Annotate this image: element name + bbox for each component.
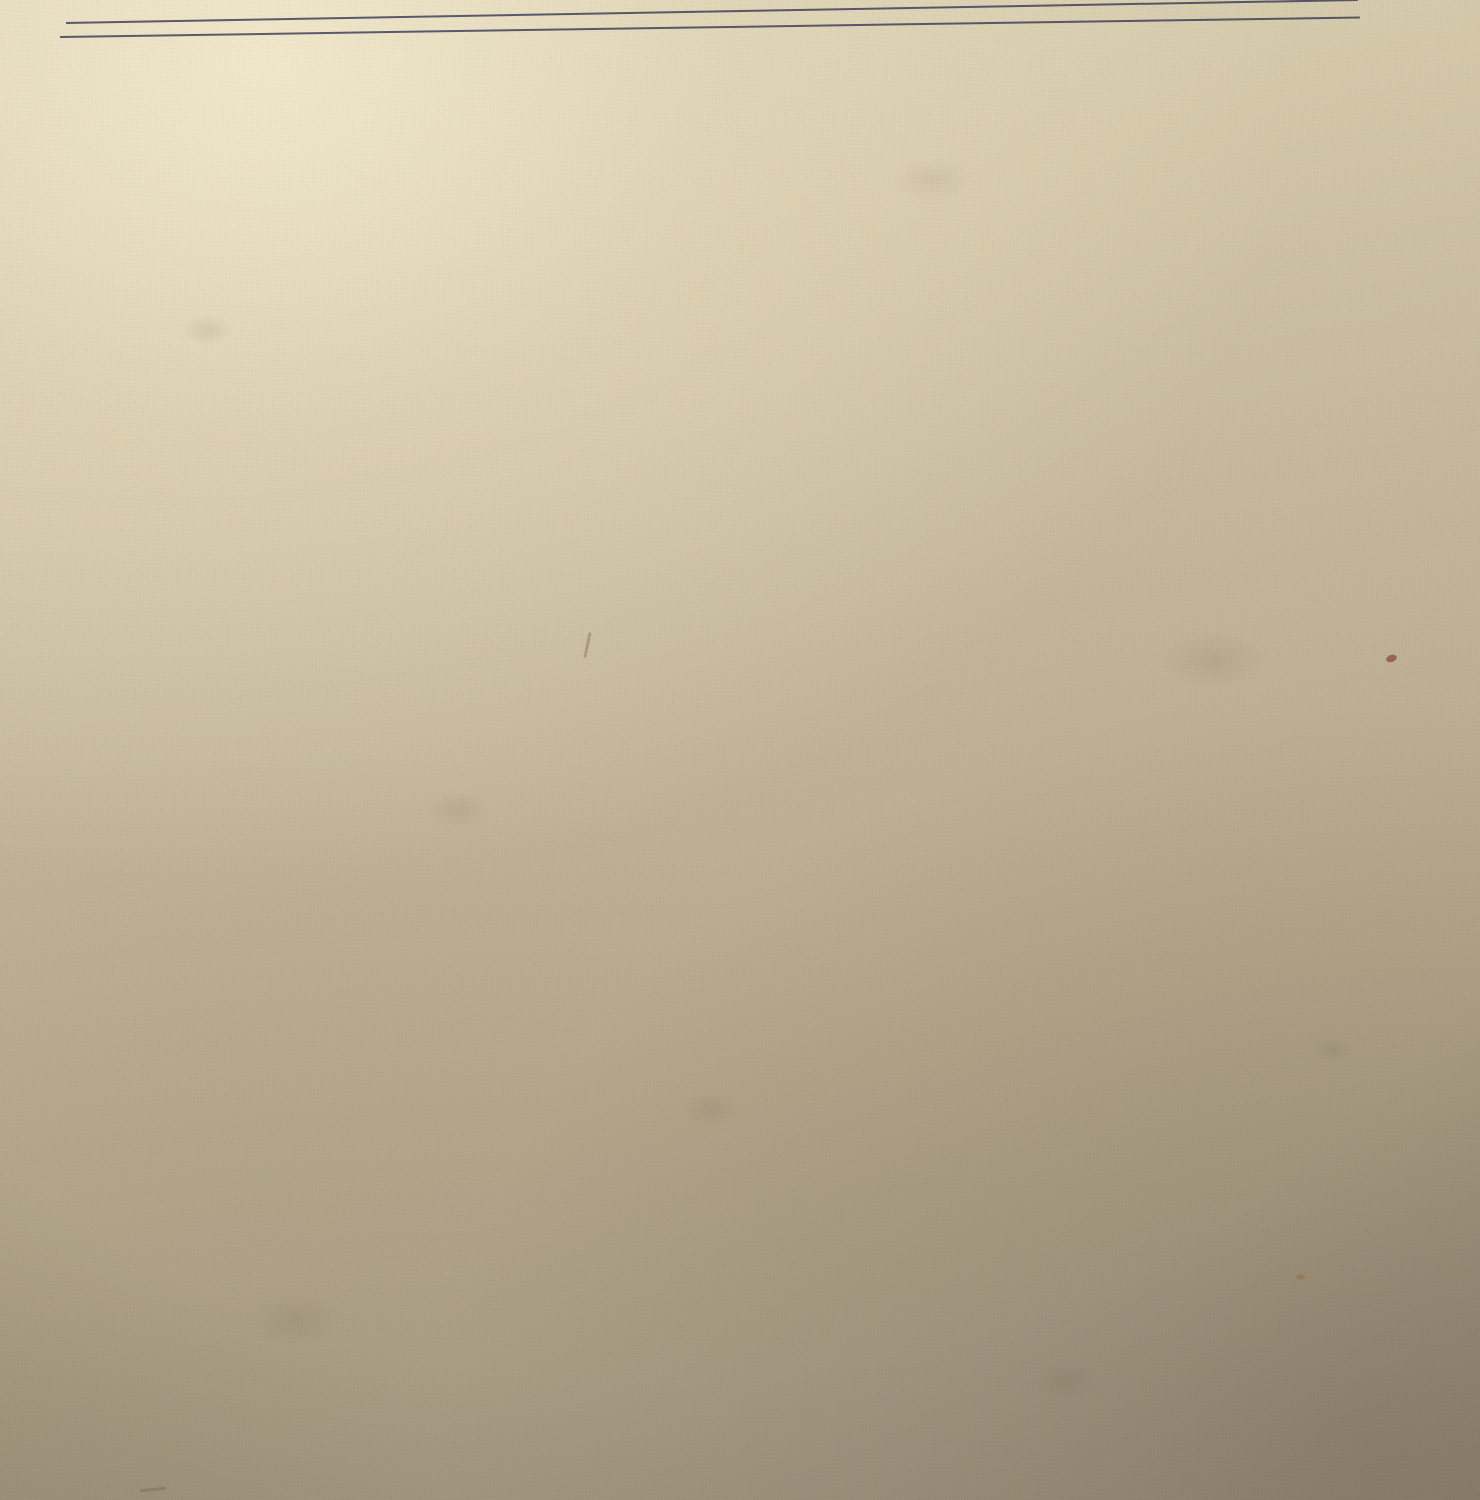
- paper-speck: [140, 1487, 166, 1493]
- paper-speck: [583, 632, 591, 658]
- paper-speck: [1296, 1274, 1305, 1280]
- ink-blemish: [1385, 653, 1398, 663]
